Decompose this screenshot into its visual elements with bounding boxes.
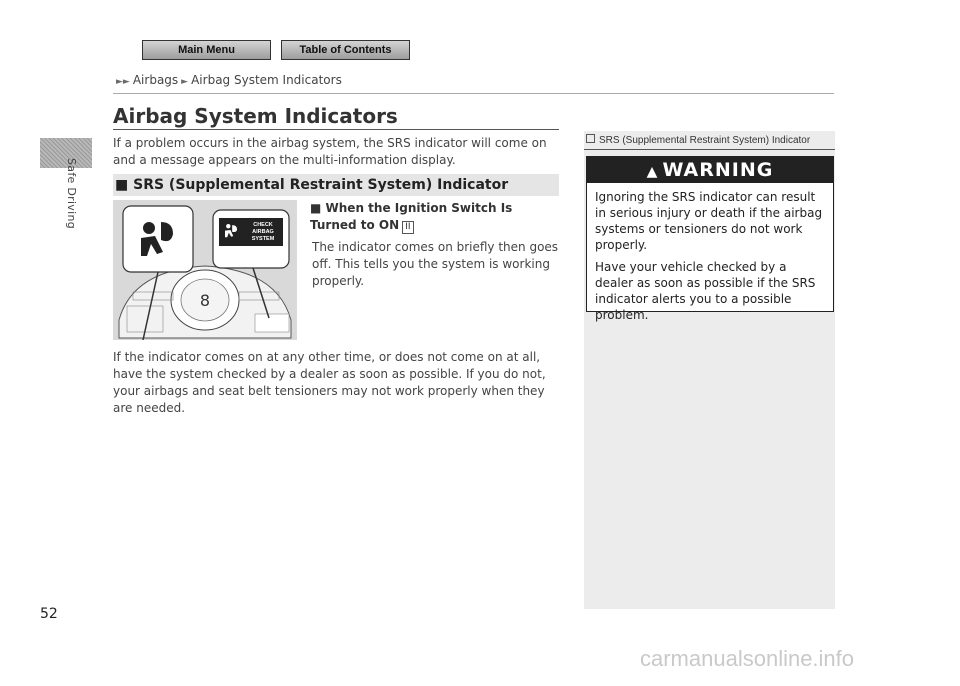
watermark: carmanualsonline.info <box>640 646 855 671</box>
warning-triangle-icon: ▲ <box>646 164 659 180</box>
title-divider <box>113 129 559 130</box>
section-heading <box>113 174 559 196</box>
subsection-body: The indicator comes on briefly then goes off. This tells you the system is working properly. <box>312 240 559 288</box>
instrument-panel-figure <box>113 200 297 340</box>
section-heading-text: SRS (Supplemental Restraint System) Indicator <box>133 177 509 193</box>
side-tab-label: Safe Driving <box>65 158 78 230</box>
breadcrumb-airbags-link[interactable]: Airbags <box>132 73 179 87</box>
breadcrumb-arrow-icon: ► <box>181 77 189 87</box>
subsection-marker-icon: ■ <box>310 201 322 215</box>
svg-text:8: 8 <box>199 291 211 310</box>
breadcrumb-arrow-icon: ►► <box>116 77 130 87</box>
subsection-heading <box>310 200 560 234</box>
sidebar-heading-text: SRS (Supplemental Restraint System) Indicator <box>599 135 811 146</box>
note-icon <box>586 134 595 143</box>
warning-text-1: Ignoring the SRS indicator can result in serious injury or death if the airbag systems or tensioners do not work properly. <box>595 190 823 252</box>
warning-label: WARNING <box>662 159 774 181</box>
check-airbag-line1: CHECK <box>253 222 273 228</box>
main-menu-button[interactable]: Main Menu <box>142 40 271 60</box>
sidebar-divider <box>584 149 835 150</box>
breadcrumb-divider <box>113 93 834 94</box>
check-airbag-line2: AIRBAG <box>252 229 274 235</box>
ignition-on-symbol: II <box>402 221 413 234</box>
table-of-contents-button[interactable]: Table of Contents <box>281 40 410 60</box>
section-marker-icon: ■ <box>115 177 129 193</box>
warning-header <box>587 157 833 183</box>
warning-text-2: Have your vehicle checked by a dealer as soon as possible if the SRS indicator alerts you to a possible problem. <box>595 260 816 322</box>
page-title: Airbag System Indicators <box>113 104 398 128</box>
indicator-paragraph: If the indicator comes on at any other time, or does not come on at all, have the system checked by a dealer as soon as possible. If you do not, your airbags and seat belt tensioners may not work properly when they are needed. <box>113 350 546 415</box>
check-airbag-line3: SYSTEM <box>251 236 275 242</box>
breadcrumb-current: Airbag System Indicators <box>191 73 342 87</box>
breadcrumb <box>113 73 342 87</box>
subsection-heading-text: When the Ignition Switch Is Turned to ON <box>310 201 513 232</box>
intro-text: If a problem occurs in the airbag system, the SRS indicator will come on and a message appears on the multi-information display. <box>113 136 547 167</box>
warning-box <box>586 156 834 322</box>
sidebar-heading <box>586 134 810 146</box>
page-number: 52 <box>40 606 58 622</box>
